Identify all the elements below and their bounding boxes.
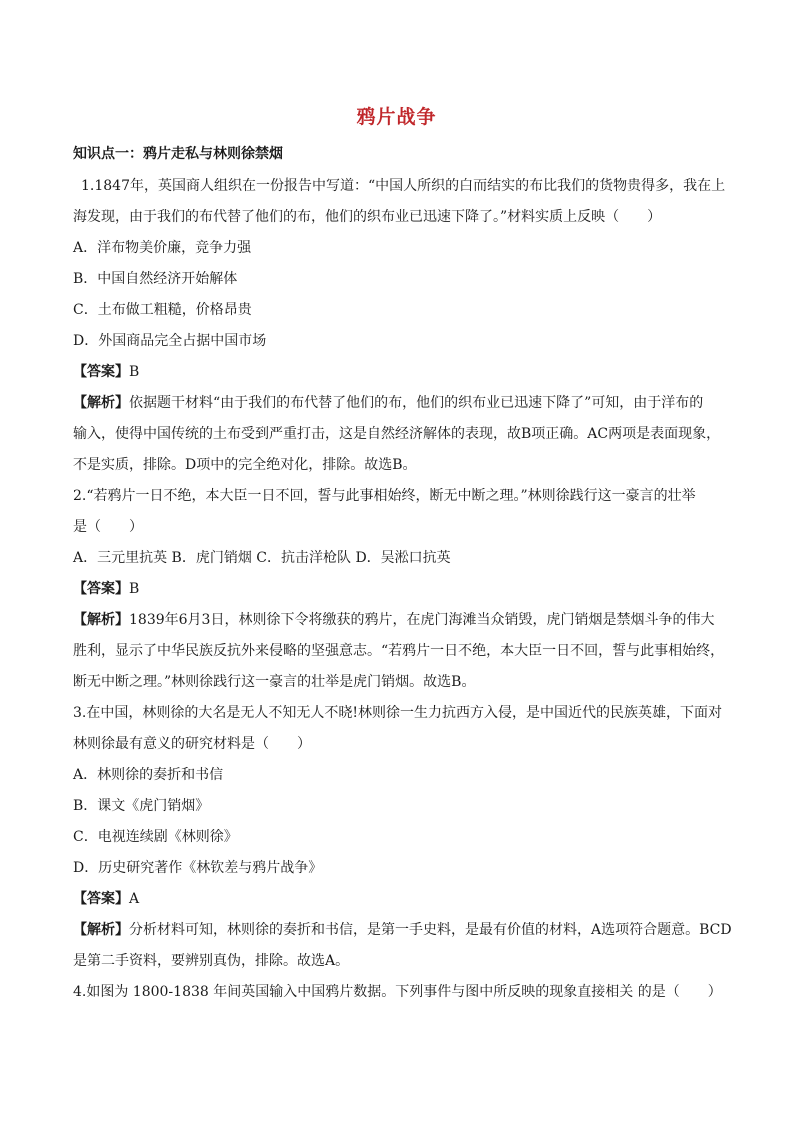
q2-answer [73, 574, 723, 605]
q2-options: A．三元里抗英 B．虎门销烟 C．抗击洋枪队 D．吴淞口抗英 [73, 550, 451, 566]
analysis-tag: 【解析】 [73, 612, 129, 628]
q3-option-a: A．林则徐的奏折和书信 [73, 767, 224, 783]
document-body [73, 171, 732, 1008]
analysis-tag: 【解析】 [73, 922, 129, 938]
analysis-text: 依据题干材料“由于我们的布代替了他们的布，他们的织布业已迅速下降了”可知，由于洋布的 [129, 395, 704, 411]
q1-stem-line-1: 1.1847年，英国商人组织在一份报告中写道：“中国人所织的白而结实的布比我们的货物贵得多，我在上 [81, 178, 726, 194]
q1-analysis-line-3: 不是实质，排除。D项中的完全绝对化，排除。故选B。 [73, 457, 417, 473]
page-title: 鸦片战争 [356, 106, 437, 128]
answer-tag: 【答案】 [73, 891, 129, 907]
q3-option-d: D．历史研究著作《林钦差与鸦片战争》 [73, 860, 323, 876]
q3-option-c: C．电视连续剧《林则徐》 [73, 829, 238, 845]
section-heading: 知识点一：鸦片走私与林则徐禁烟 [73, 146, 283, 162]
q3-option-b: B．课文《虎门销烟》 [73, 798, 210, 814]
answer-value: B [129, 364, 140, 380]
q1-analysis-line-2: 输入，使得中国传统的土布受到严重打击，这是自然经济解体的表现，故B项正确。AC两项是表面现象， [73, 426, 721, 442]
analysis-text: 1839年6月3日，林则徐下令将缴获的鸦片，在虎门海滩当众销毁，虎门销烟是禁烟斗争的伟大 [129, 612, 715, 628]
q1-analysis-line-1 [73, 388, 723, 419]
q4-stem-line-1: 4.如图为 1800-1838 年间英国输入中国鸦片数据。下列事件与图中所反映的现象直接相关 的是（ ） [73, 984, 722, 1000]
q2-stem-line-1: 2.“若鸦片一日不绝，本大臣一日不回，誓与此事相始终，断无中断之理。”林则徐践行这一豪言的壮举 [73, 488, 696, 504]
q2-analysis-line-1 [73, 605, 723, 636]
q1-answer [73, 357, 723, 388]
q1-option-c: C．土布做工粗糙，价格昂贵 [73, 302, 252, 318]
q1-stem-line-2: 海发现，由于我们的布代替了他们的布，他们的织布业已迅速下降了。”材料实质上反映（ ） [73, 209, 662, 225]
q2-stem-line-2: 是（ ） [73, 519, 143, 535]
q1-option-a: A．洋布物美价廉，竞争力强 [73, 240, 252, 256]
q3-stem-line-2: 林则徐最有意义的研究材料是（ ） [73, 736, 311, 752]
answer-tag: 【答案】 [73, 364, 129, 380]
q3-answer [73, 884, 723, 915]
q3-analysis-line-1 [73, 915, 732, 946]
answer-tag: 【答案】 [73, 581, 129, 597]
q1-option-b: B．中国自然经济开始解体 [73, 271, 238, 287]
q2-analysis-line-3: 断无中断之理。”林则徐践行这一豪言的壮举是虎门销烟。故选B。 [73, 674, 476, 690]
analysis-text: 分析材料可知，林则徐的奏折和书信，是第一手史料，是最有价值的材料，A选项符合题意。BCD [129, 922, 732, 938]
q2-analysis-line-2: 胜利，显示了中华民族反抗外来侵略的坚强意志。“若鸦片一日不绝，本大臣一日不回，誓与此事相始终， [73, 643, 725, 659]
q3-stem-line-1: 3.在中国，林则徐的大名是无人不知无人不晓!林则徐一生力抗西方入侵，是中国近代的民族英雄，下面对 [73, 705, 722, 721]
q3-analysis-line-2: 是第二手资料，要辨别真伪，排除。故选A。 [73, 953, 350, 969]
answer-value: A [129, 891, 140, 907]
analysis-tag: 【解析】 [73, 395, 129, 411]
q1-option-d: D．外国商品完全占据中国市场 [73, 333, 267, 349]
answer-value: B [129, 581, 140, 597]
